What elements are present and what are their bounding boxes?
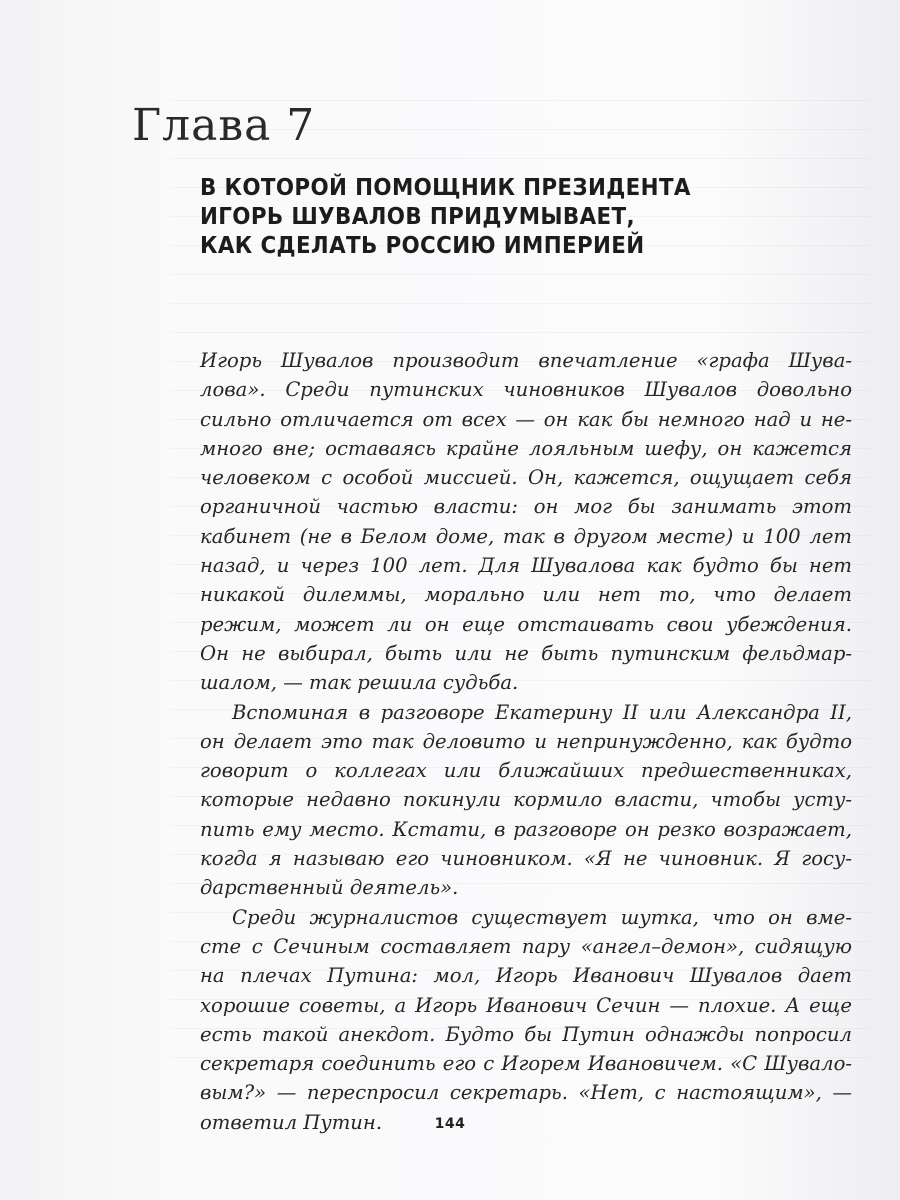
text-line: шалом, — так решила судьба. bbox=[200, 671, 519, 695]
subtitle-line: В КОТОРОЙ ПОМОЩНИК ПРЕЗИДЕНТА bbox=[200, 175, 691, 201]
text-line: кабинет (не в Белом доме, так в другом месте) и 100 лет bbox=[200, 524, 852, 548]
text-line: лова». Среди путинских чиновников Шувалов довольно bbox=[200, 378, 852, 402]
text-line: на плечах Путина: мол, Игорь Иванович Шувалов дает bbox=[200, 964, 852, 988]
text-line: Он не выбирал, быть или не быть путинским фельдмар- bbox=[200, 641, 852, 665]
text-line: Среди журналистов существует шутка, что он вме- bbox=[232, 905, 852, 929]
text-line: он делает это так деловито и непринужденно, как будто bbox=[200, 729, 852, 753]
page-number: 144 bbox=[434, 1116, 466, 1132]
text-line: сте с Сечиным составляет пару «ангел–демон», сидящую bbox=[200, 934, 852, 958]
text-line: ответил Путин. bbox=[200, 1110, 383, 1134]
text-line: которые недавно покинули кормило власти, чтобы усту- bbox=[200, 788, 852, 812]
text-line: когда я называю его чиновником. «Я не чиновник. Я госу- bbox=[200, 847, 852, 871]
chapter-title: Глава 7 bbox=[132, 100, 316, 151]
subtitle-line: ИГОРЬ ШУВАЛОВ ПРИДУМЫВАЕТ, bbox=[200, 204, 635, 230]
text-line: дарственный деятель». bbox=[200, 876, 459, 900]
text-line: есть такой анекдот. Будто бы Путин однажды попросил bbox=[200, 1022, 852, 1046]
text-line: много вне; оставаясь крайне лояльным шефу, он кажется bbox=[200, 436, 852, 460]
text-line: человеком с особой миссией. Он, кажется, ощущает себя bbox=[200, 466, 852, 490]
text-line: никакой дилеммы, морально или нет то, что делает bbox=[200, 583, 852, 607]
paragraph-1 bbox=[200, 346, 852, 698]
body-text bbox=[200, 346, 852, 1137]
paragraph-2 bbox=[200, 698, 852, 903]
text-line: говорит о коллегах или ближайших предшественниках, bbox=[200, 759, 852, 783]
chapter-subtitle bbox=[200, 174, 795, 261]
text-line: вым?» — переспросил секретарь. «Нет, с настоящим», — bbox=[200, 1081, 852, 1105]
text-line: Игорь Шувалов производит впечатление «графа Шува- bbox=[200, 349, 852, 372]
text-line: хорошие советы, а Игорь Иванович Сечин — плохие. А еще bbox=[200, 993, 852, 1017]
subtitle-line: КАК СДЕЛАТЬ РОССИЮ ИМПЕРИЕЙ bbox=[200, 233, 645, 259]
text-line: органичной частью власти: он мог бы занимать этот bbox=[200, 495, 852, 519]
text-line: секретаря соединить его с Игорем Ивановичем. «С Шувало- bbox=[200, 1052, 852, 1076]
text-line: Вспоминая в разговоре Екатерину II или Александра II, bbox=[232, 700, 852, 724]
text-line: сильно отличается от всех — он как бы немного над и не- bbox=[200, 407, 852, 431]
text-line: назад, и через 100 лет. Для Шувалова как будто бы нет bbox=[200, 554, 852, 578]
paragraph-3 bbox=[200, 903, 852, 1137]
text-line: режим, может ли он еще отстаивать свои убеждения. bbox=[200, 612, 852, 636]
text-line: пить ему место. Кстати, в разговоре он резко возражает, bbox=[200, 817, 852, 841]
